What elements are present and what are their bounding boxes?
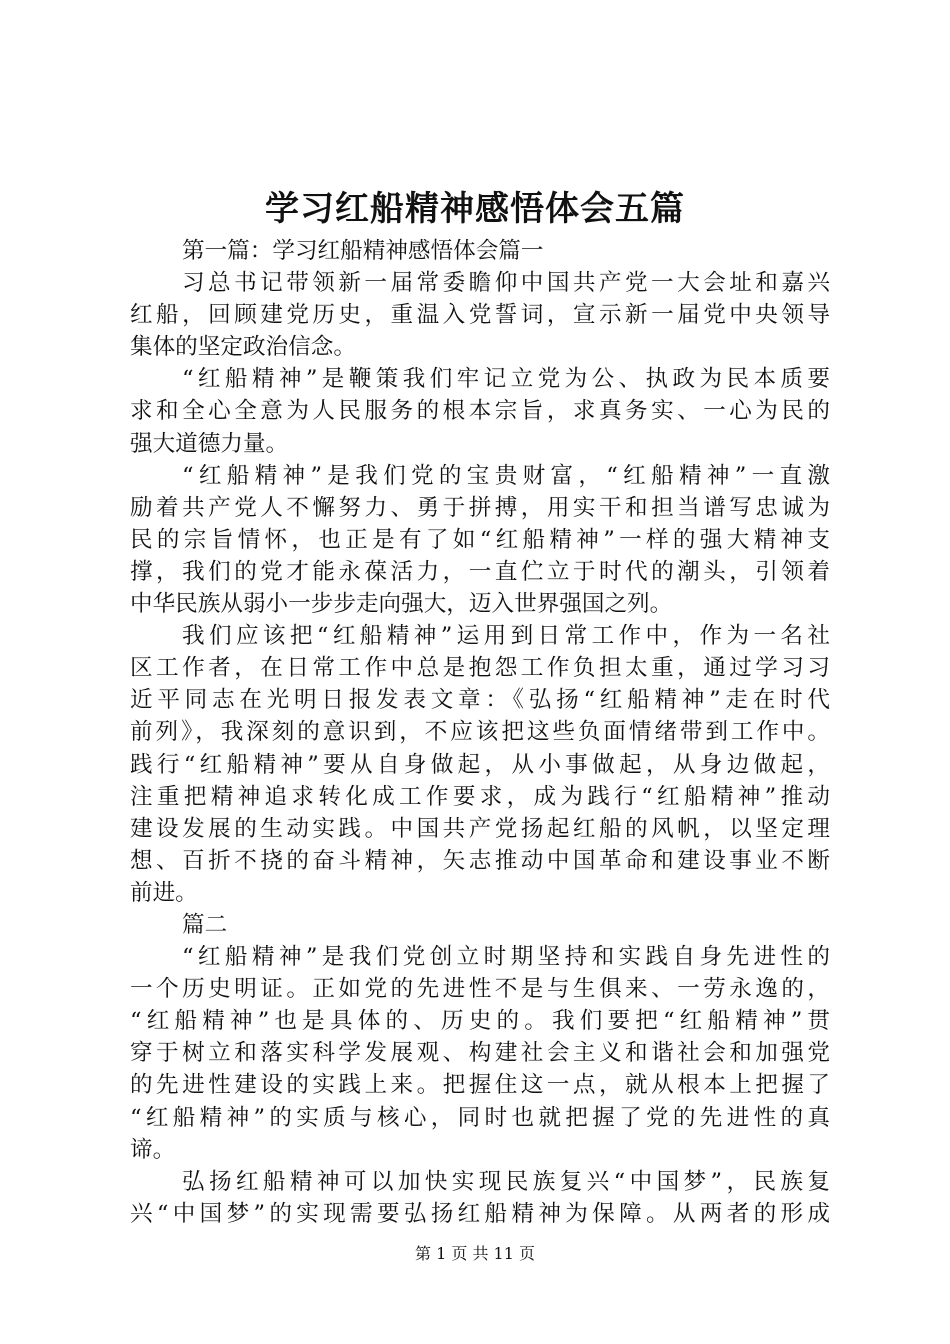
page-footer: 第 1 页 共 11 页 xyxy=(415,1244,535,1263)
text-line: 前进。 xyxy=(130,879,198,906)
text-line: “红船精神”的实质与核心，同时也就把握了党的先进性的真 xyxy=(130,1104,830,1131)
text-line: 建设发展的生动实践。中国共产党扬起红船的风帆，以坚定理 xyxy=(130,815,830,842)
text-line: 注重把精神追求转化成工作要求，成为践行“红船精神”推动 xyxy=(130,783,830,810)
text-line: 篇二 xyxy=(182,911,228,938)
text-line: “红船精神”也是具体的、历史的。我们要把“红船精神”贯 xyxy=(130,1008,830,1035)
text-line: 励着共产党人不懈努力、勇于拼搏，用实干和担当谱写忠诚为 xyxy=(130,494,830,521)
text-line: 穿于树立和落实科学发展观、构建社会主义和谐社会和加强党 xyxy=(130,1040,830,1067)
text-line: 前列》，我深刻的意识到，不应该把这些负面情绪带到工作中。 xyxy=(130,719,830,746)
text-line: 第一篇：学习红船精神感悟体会篇一 xyxy=(182,238,544,264)
text-line: “红船精神”是鞭策我们牢记立党为公、执政为民本质要 xyxy=(182,366,830,393)
text-line: 想、百折不挠的奋斗精神，矢志推动中国革命和建设事业不断 xyxy=(130,847,830,874)
text-line: 习总书记带领新一届常委瞻仰中国共产党一大会址和嘉兴 xyxy=(182,270,830,297)
text-line: 践行“红船精神”要从自身做起，从小事做起，从身边做起， xyxy=(130,751,830,778)
text-line: 中华民族从弱小一步步走向强大，迈入世界强国之列。 xyxy=(130,591,673,618)
text-line: 一个历史明证。正如党的先进性不是与生俱来、一劳永逸的， xyxy=(130,976,830,1003)
text-line: 兴“中国梦”的实现需要弘扬红船精神为保障。从两者的形成 xyxy=(130,1200,830,1227)
text-line: “红船精神”是我们党的宝贵财富，“红船精神”一直激 xyxy=(182,462,830,489)
text-line: 谛。 xyxy=(130,1136,176,1163)
text-line: 民的宗旨情怀，也正是有了如“红船精神”一样的强大精神支 xyxy=(130,526,830,553)
text-line: 撑，我们的党才能永葆活力，一直伫立于时代的潮头，引领着 xyxy=(130,558,830,585)
text-line: 红船，回顾建党历史，重温入党誓词，宣示新一届党中央领导 xyxy=(130,302,830,329)
text-line: “红船精神”是我们党创立时期坚持和实践自身先进性的 xyxy=(182,944,830,971)
text-line: 我们应该把“红船精神”运用到日常工作中，作为一名社 xyxy=(182,623,830,650)
text-line: 求和全心全意为人民服务的根本宗旨，求真务实、一心为民的 xyxy=(130,398,830,425)
text-line: 近平同志在光明日报发表文章：《弘扬“红船精神”走在时代 xyxy=(130,687,830,714)
text-line: 强大道德力量。 xyxy=(130,430,289,457)
text-line: 弘扬红船精神可以加快实现民族复兴“中国梦”，民族复 xyxy=(182,1168,830,1195)
text-line: 集体的坚定政治信念。 xyxy=(130,334,356,361)
document-body xyxy=(130,235,830,1230)
document-title: 学习红船精神感悟体会五篇 xyxy=(265,189,685,229)
text-line: 区工作者，在日常工作中总是抱怨工作负担太重，通过学习习 xyxy=(130,655,830,682)
text-line: 的先进性建设的实践上来。把握住这一点，就从根本上把握了 xyxy=(130,1072,830,1099)
